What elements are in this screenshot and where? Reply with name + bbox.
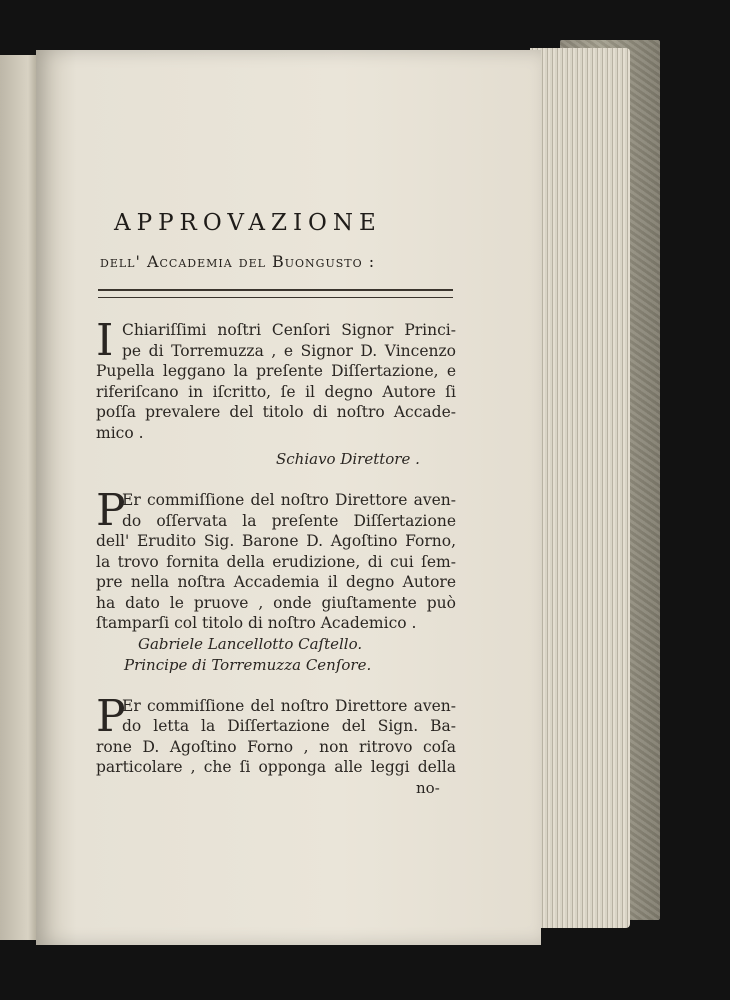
text-line: ſtamparſi col titolo di noſtro Academico . (96, 614, 417, 632)
page-title: APPROVAZIONE (114, 210, 382, 236)
text-line: dell' Erudito Sig. Barone D. Agoſtino Forno, (96, 532, 456, 550)
page-edges (530, 48, 630, 928)
text-line: rone D. Agoſtino Forno , non ritrovo coſa (96, 737, 456, 756)
text-line: riferiſcano in iſcritto, ſe il degno Autore ſi (96, 382, 456, 401)
text-line: do oſſervata la preſente Diſſertazione (122, 511, 456, 530)
left-page-edge (0, 55, 40, 940)
text-line: do letta la Diſſertazione del Sign. Ba- (122, 717, 456, 735)
approval-paragraph-2 (96, 485, 456, 634)
right-page (36, 50, 541, 945)
approval-paragraph-3 (96, 690, 456, 778)
page-subtitle: dell' Accademia del Buongusto : (100, 252, 376, 271)
approval-paragraph-1 (96, 315, 456, 443)
page-text (96, 210, 456, 798)
text-line: Pupella leggano la preſente Diſſertazione, e (96, 362, 456, 380)
drop-cap: P (96, 485, 126, 536)
text-line: Er commiſſione del noſtro Direttore aven- (122, 491, 456, 509)
signature: Schiavo Direttore . (276, 450, 420, 468)
text-line: particolare , che ſi opponga alle leggi della (96, 758, 456, 776)
drop-cap: P (96, 690, 126, 742)
catchword: no- (416, 778, 440, 797)
text-line: mico . (96, 423, 144, 442)
text-line: pre nella noſtra Accademia il degno Autore (96, 573, 456, 591)
text-line: la trovo fornita della erudizione, di cui ſem- (96, 552, 456, 571)
text-line: Chiariſſimi noſtri Cenſori Signor Princi- (122, 321, 456, 339)
text-line: pe di Torremuzza , e Signor D. Vincenzo (122, 341, 456, 360)
signature: Principe di Torremuzza Cenſore. (124, 655, 372, 674)
signature: Gabriele Lancellotto Caſtello. (138, 634, 363, 653)
ornamental-rule (98, 289, 453, 298)
drop-cap: I (96, 315, 114, 366)
text-line: ha dato le pruove , onde giuſtamente può (96, 593, 456, 612)
text-line: poſſa prevalere del titolo di noſtro Accade- (96, 403, 456, 421)
text-line: Er commiſſione del noſtro Direttore aven- (122, 696, 456, 715)
